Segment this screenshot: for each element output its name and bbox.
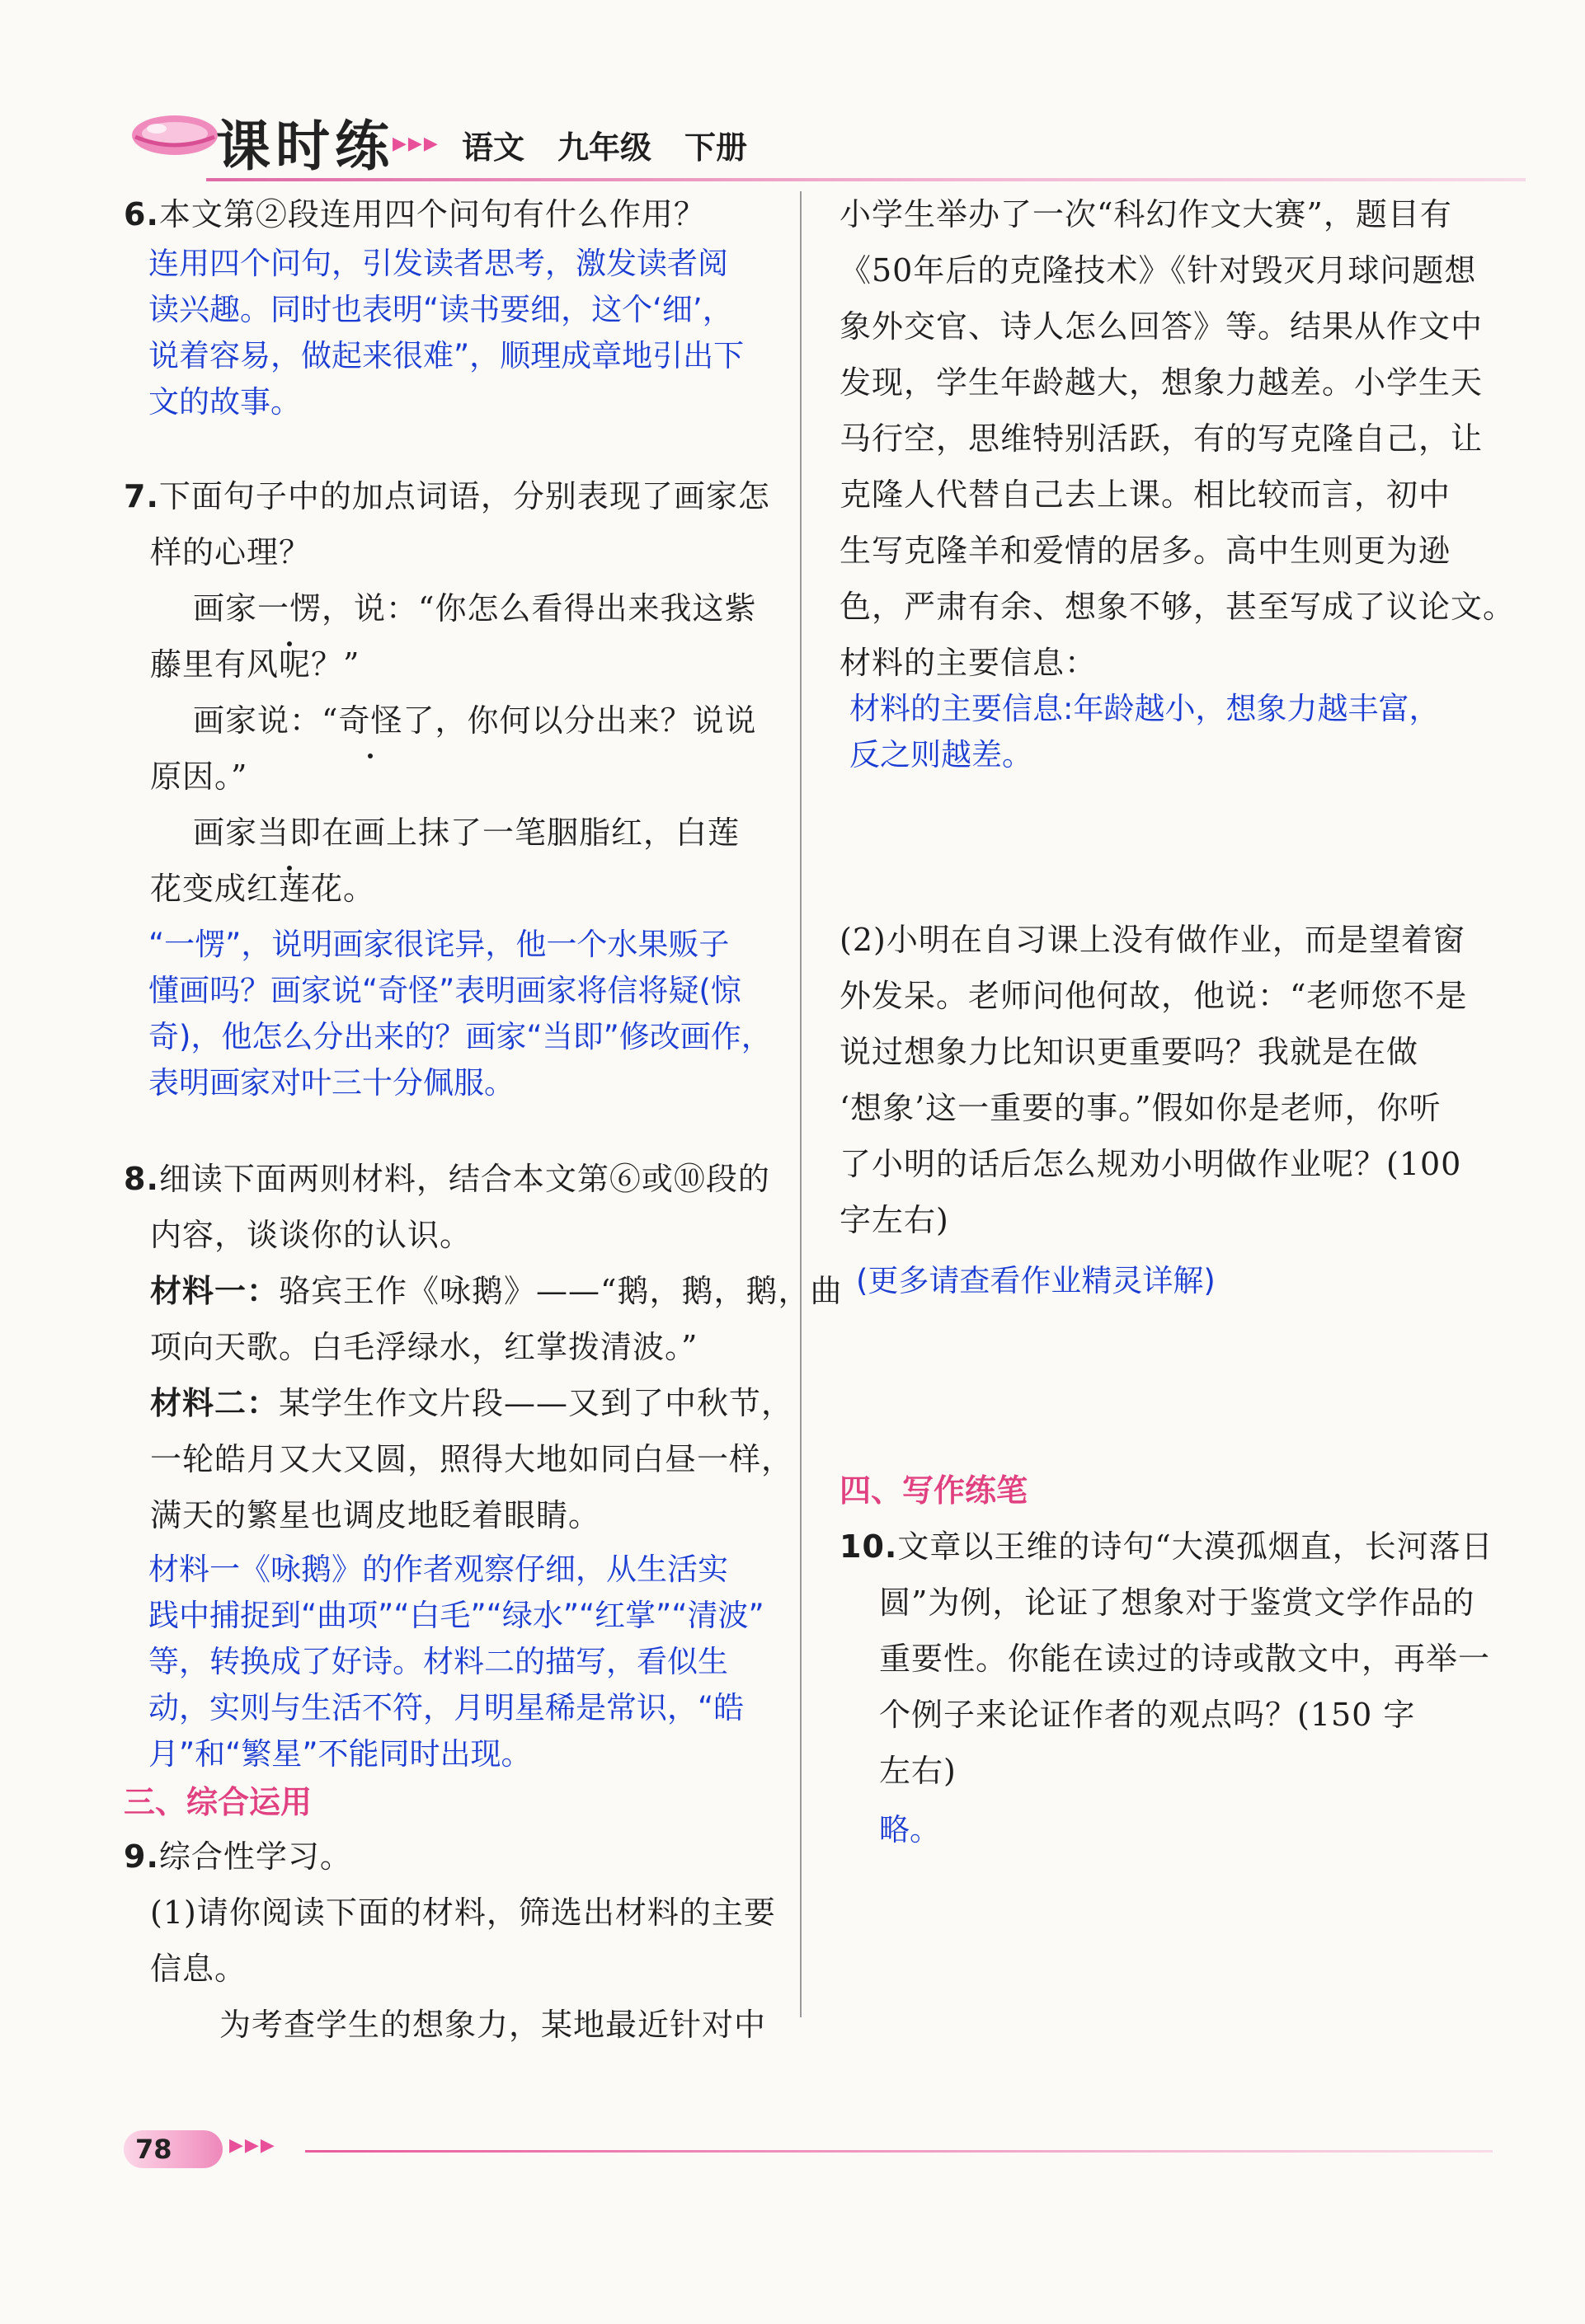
q8-answer: 材料一《咏鹅》的作者观察仔细，从生活实 践中捕捉到“曲项”“白毛”“绿水”“红掌”“清波” 等，转换成了好诗。材料二的描写，看似生 动，实则与生活不符，月明星稀是常识，“皓 月”和“繁星”不能同时出现。: [148, 1552, 764, 1772]
footer-arrows-icon: ▶▶▶: [229, 2135, 276, 2156]
q7-sentence-2: 画家说：“奇怪了，你何以分出来？说说: [124, 693, 783, 749]
question-9: 9.综合性学习。 (1)请你阅读下面的材料，筛选出材料的主要 信息。 为考查学生的想象力，某地最近针对中: [124, 1838, 776, 2043]
material-2: 材料二：某学生作文片段——又到了中秋节，: [150, 1385, 794, 1421]
header-volume: 下册: [684, 129, 748, 166]
page-footer: [124, 2125, 1476, 2175]
page-header: [115, 97, 1517, 180]
question-7: 7.下面句子中的加点词语，分别表现了画家怎 样的心理？ 画家一愣，说：“你怎么看得出来我这紫 藤里有风呢？” 画家说：“奇怪了，你何以分出来？说说 原因。” 画家当即在画上抹了一笔胭脂红，白莲 花变成红莲花。: [124, 468, 783, 917]
q6-answer: 连用四个问句，引发读者思考，激发读者阅 读兴趣。同时也表明“读书要细，这个‘细’， 说着容易，做起来很难”，顺理成章地引出下 文的故事。: [148, 246, 745, 420]
q9-material-continued: 小学生举办了一次“科幻作文大赛”，题目有 《50年后的克隆技术》《针对毁灭月球问题想 象外交官、诗人怎么回答》等。结果从作文中 发现，学生年龄越大，想象力越差。小学生天 马行空，思维特别活跃，有的写克隆自己，让 克隆人代替自己去上课。相比较而言，初中 生写克隆羊和爱情的居多。高中生则更为逊 色，严肃有余、想象不够，甚至写成了议论文。 材料的主要信息：: [840, 186, 1474, 691]
question-10: 10.文章以王维的诗句“大漠孤烟直，长河落日 圆”为例，论证了想象对于鉴赏文学作品的 重要性。你能在读过的诗或散文中，再举一 个例子来论证作者的观点吗？(150 字 左右): [840, 1528, 1493, 1789]
q10-answer: 略。: [879, 1812, 940, 1847]
q6-text: 6.本文第②段连用四个问句有什么作用？: [124, 196, 706, 232]
lips-logo-icon: [125, 101, 224, 175]
q9-1-answer: 材料的主要信息:年龄越小，想象力越丰富， 反之则越差。: [849, 691, 1440, 772]
brand-title: 课时练: [216, 114, 394, 178]
header-rule: [206, 178, 1526, 181]
page-number: 78: [135, 2134, 172, 2165]
info-prompt: 材料的主要信息：: [840, 645, 1098, 681]
q7-sentence-1: 画家一愣，说：“你怎么看得出来我这紫: [124, 580, 783, 636]
footer-rule: [305, 2150, 1493, 2153]
question-8: 8.细读下面两则材料，结合本文第⑥或⑩段的 内容，谈谈你的认识。 材料一：骆宾王作《咏鹅》——“鹅，鹅，鹅，曲 项向天歌。白毛浮绿水，红掌拨清波。” 材料二：某学生作文片段——又到了中秋节， 一轮皓月又大又圆，照得大地如同白昼一样， 满天的繁星也调皮地眨着眼睛。: [124, 1161, 843, 1533]
question-6: [124, 186, 783, 242]
section-4-heading: 四、写作练笔: [840, 1472, 1028, 1509]
header-grade: 九年级: [557, 129, 652, 166]
q7-answer: “一愣”，说明画家很诧异，他一个水果贩子 懂画吗？画家说“奇怪”表明画家将信将疑(惊 奇)，他怎么分出来的？画家“当即”修改画作， 表明画家对叶三十分佩服。: [148, 927, 772, 1101]
q7-sentence-3: 画家当即在画上抹了一笔胭脂红，白莲: [124, 805, 783, 861]
q9-part-2: (2)小明在自习课上没有做作业，而是望着窗 外发呆。老师问他何故，他说：“老师您不是 说过想象力比知识更重要吗？我就是在做 ‘想象’这一重要的事。”假如你是老师，你听 了小明的话后怎么规劝小明做作业呢？(100 字左右): [840, 922, 1468, 1238]
section-3-heading: 三、综合运用: [124, 1784, 313, 1820]
header-arrows-icon: ▶▶▶: [393, 134, 440, 154]
material-1: 材料一：骆宾王作《咏鹅》——“鹅，鹅，鹅，曲: [150, 1273, 843, 1309]
q9-2-answer: (更多请查看作业精灵详解): [856, 1263, 1216, 1298]
header-subject: 语文: [462, 129, 525, 166]
